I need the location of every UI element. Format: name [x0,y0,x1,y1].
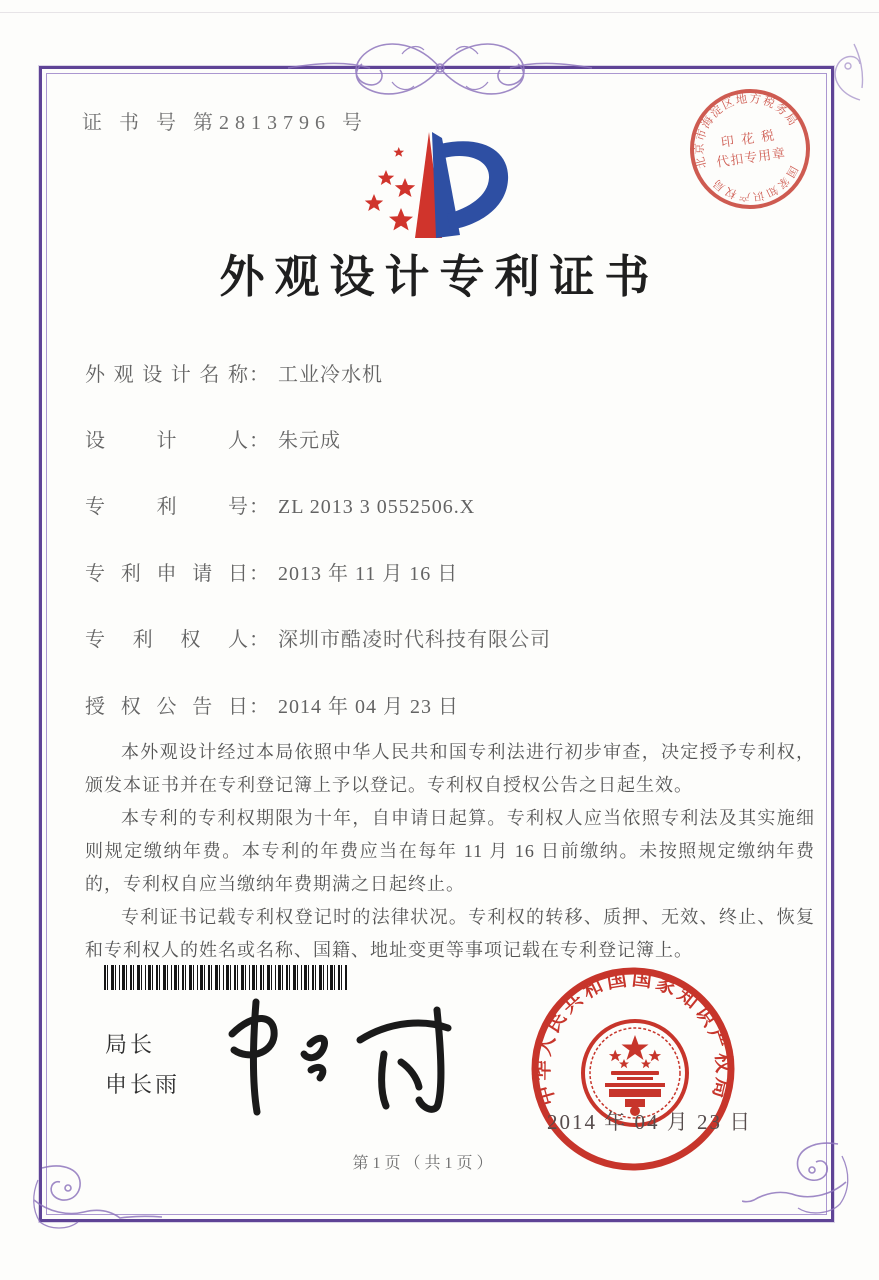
logo-stars-icon [365,147,415,230]
field-label: 外观设计名称 [85,364,249,386]
field-row-design-name [85,358,383,387]
field-label: 专利权人 [85,629,249,651]
field-value: 朱元成 [278,430,341,452]
body-paragraph: 专利证书记载专利权登记时的法律状况。专利权的转移、质押、无效、终止、恢复和专利权人的姓名或名称、国籍、地址变更等事项记载在专利登记簿上。 [85,907,815,960]
field-value: 2014 年 04 月 23 日 [278,696,459,718]
body-paragraph: 本外观设计经过本局依照中华人民共和国专利法进行初步审查，决定授予专利权，颁发本证书并在专利登记簿上予以登记。专利权自授权公告之日起生效。 [85,742,815,795]
field-colon: ： [249,364,270,386]
officer-title: 局长 [105,1032,156,1057]
field-value: 2013 年 11 月 16 日 [278,563,459,585]
field-colon: ： [249,696,270,718]
field-colon: ： [249,430,270,452]
field-label: 授权公告日 [85,696,249,718]
tax-stamp-ring-bottom-text: 国家知识产权局 [709,163,800,203]
certificate-number: 证 书 号 第2813796 号 [82,112,368,134]
field-row-patentee [85,623,551,652]
svg-text:中华人民共和国国家知识产权局 [530,967,737,1109]
field-label: 专利号 [85,496,249,518]
scan-edge-line [0,12,879,13]
sipo-logo [352,126,528,248]
field-label: 设计人 [85,430,249,452]
office-seal-ring-text: 中华人民共和国国家知识产权局 [531,967,735,1109]
seal-date: 2014 年 04 月 23 日 [547,1110,753,1134]
barcode [104,965,347,990]
field-row-grant-date [85,690,459,719]
field-colon: ： [249,563,270,585]
certificate-body [85,736,815,967]
signature [210,992,480,1117]
tax-stamp-center-line1: 印 花 税 [720,127,778,150]
svg-text:国家知识产权局 [708,162,804,209]
tax-stamp-ring-top-text: 北京市海淀区地方税务局 [693,93,800,170]
tax-stamp-center-line2: 代扣专用章 [715,145,787,170]
field-label: 专利申请日 [85,563,249,585]
tax-stamp [686,85,814,213]
field-row-patent-number [85,490,475,519]
field-row-filing-date [85,557,458,586]
field-value: 深圳市酷凌时代科技有限公司 [278,629,551,651]
certificate-title: 外观设计专利证书 [219,252,660,302]
field-value: ZL 2013 3 0552506.X [278,496,476,518]
page-number: 第1页（共1页） [352,1155,497,1172]
body-paragraph: 本专利的专利权期限为十年，自申请日起算。专利权人应当依照专利法及其实施细则规定缴纳年费。本专利的年费应当在每年 11 月 16 日前缴纳。未按照规定缴纳年费的，专利权自应当缴纳年费期满之日起终止。 [85,808,815,894]
field-row-designer [85,424,341,453]
field-value: 工业冷水机 [278,364,383,386]
field-colon: ： [249,629,270,651]
logo-p-mark-icon [415,132,508,238]
office-seal [527,963,739,1175]
field-colon: ： [249,496,270,518]
officer-name: 申长雨 [105,1072,181,1097]
